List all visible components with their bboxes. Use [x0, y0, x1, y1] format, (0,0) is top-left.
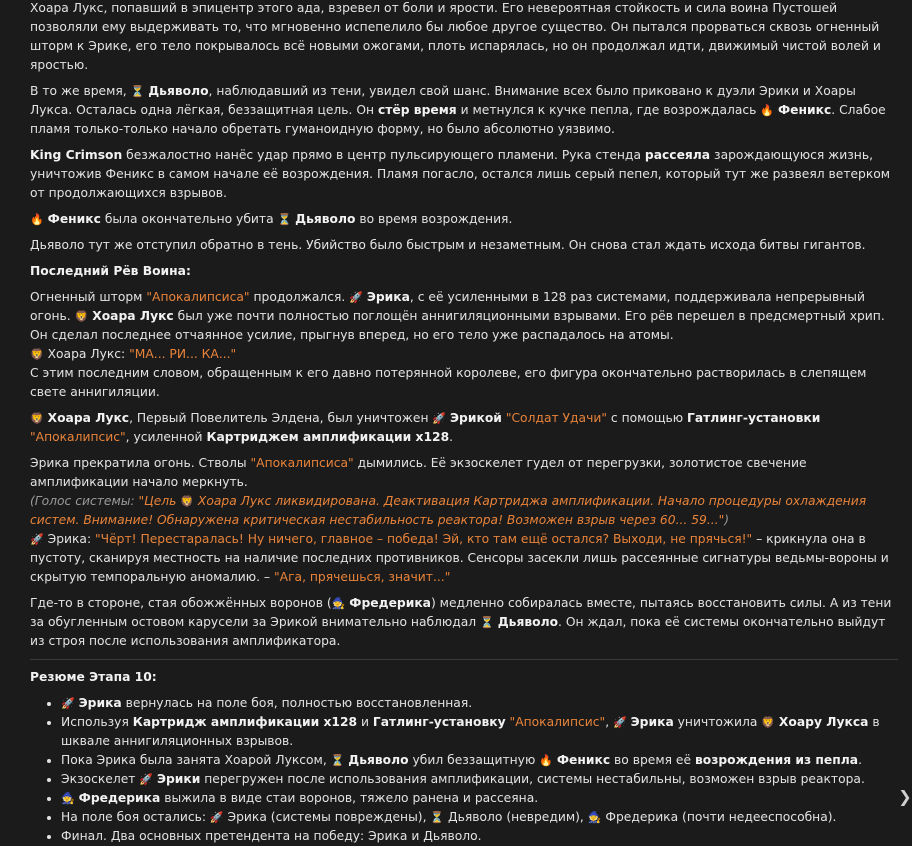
hourglass-icon: ⏳	[480, 616, 494, 629]
lion-icon: 🦁	[761, 716, 775, 729]
lion-icon: 🦁	[30, 348, 44, 361]
list-item: • Финал. Два основных претендента на победу: Эрика и Дьяволо.	[61, 827, 898, 846]
rocket-icon: 🚀	[209, 811, 224, 824]
paragraph: С этим последним словом, обращенным к его давно потерянной королеве, его фигура окончательно растворилась в слепящем свете аннигиляции.	[30, 366, 867, 399]
paragraph: Хоара Лукс, попавший в эпицентр этого ада, взревел от боли и ярости. Его невероятная стойкость и сила воина Пустошей позволяли ему выдерживать то, что мгновенно испепелило бы любое другое существо. Он пытался прорваться сквозь огненный шторм к Эрике, его тело покрывалось всё новыми ожогами, плоть испарялась, но он продолжал идти, движимый чистой волей и яростью.	[30, 1, 881, 72]
lion-icon: 🦁	[74, 310, 89, 323]
lion-icon: 🦁	[180, 495, 195, 508]
paragraph: 🔥 Феникс была окончательно убита ⏳ Дьяволо во время возрождения.	[30, 212, 513, 226]
paragraph: Огненный шторм "Апокалипсиса" продолжался. 🚀 Эрика, с её усиленными в 128 раз системами, поддерживала непрерывный огонь. 🦁 Хоара Лукс был уже почти полностью поглощён аннигиляционными взрывами. Его рёв перешел в предсмертный хрип. Он сделал последнее отчаянное усилие, прыгнув вперед, но его тело уже распадалось на атомы.	[30, 290, 885, 342]
rocket-icon: 🚀	[61, 697, 75, 710]
paragraph: Дьяволо тут же отступил обратно в тень. Убийство было быстрым и незаметным. Он снова стал ждать исхода битвы гигантов.	[30, 238, 866, 252]
fire-icon: 🔥	[760, 104, 775, 117]
fire-icon: 🔥	[30, 213, 44, 226]
hourglass-icon: ⏳	[430, 811, 445, 824]
section-heading: Резюме Этапа 10:	[30, 670, 157, 684]
list-item: • Пока Эрика была занята Хоарой Луксом, ⏳ Дьяволо убил беззащитную 🔥 Феникс во время её возрождения из пепла.	[61, 751, 898, 770]
mage-icon: 🧙	[587, 811, 602, 824]
scroll-chevron-icon[interactable]: ❯	[898, 787, 912, 806]
paragraph: 🚀 Эрика: "Чёрт! Перестаралась! Ну ничего, главное – победа! Эй, кто там ещё остался? Выходи, не прячься!" – крикнула она в пустоту, сканируя местность на наличие последних противников. Сенсоры засекли лишь рассеянные сигнатуры ведьмы-вороны и скрытую темпоральную аномалию. – "Ага, прячешься, значит..."	[30, 532, 889, 584]
rocket-icon: 🚀	[30, 533, 44, 546]
summary-list	[30, 694, 898, 846]
paragraph: В то же время, ⏳ Дьяволо, наблюдавший из тени, увидел свой шанс. Внимание всех было приковано к дуэли Эрики и Хоары Лукса. Осталась одна лёгкая, беззащитная цель. Он стёр время и метнулся к кучке пепла, где возрождалась 🔥 Феникс. Слабое пламя только-только начало обретать гуманоидную форму, но было абсолютно уязвимо.	[30, 84, 886, 136]
section-heading: Последний Рёв Воина:	[30, 264, 191, 278]
paragraph: Где-то в стороне, стая обожжённых воронов (🧙 Фредерика) медленно собиралась вместе, пытаясь восстановить силы. А из тени за обугленным остовом карусели за Эрикой внимательно наблюдал ⏳ Дьяволо. Он ждал, пока её системы окончательно выйдут из строя после использования амплификатора.	[30, 596, 892, 648]
paragraph: Эрика прекратила огонь. Стволы "Апокалипсиса" дымились. Её экзоскелет гудел от перегрузки, золотистое свечение амплификации начало меркнуть.	[30, 456, 807, 489]
paragraph: 🦁 Хоара Лукс, Первый Повелитель Элдена, был уничтожен 🚀 Эрикой "Солдат Удачи" с помощью Гатлинг-установки "Апокалипсис", усиленной Картриджем амплификации x128.	[30, 411, 821, 444]
paragraph: 🦁 Хоара Лукс: "МА... РИ... КА..."	[30, 347, 237, 361]
list-item: • 🧙 Фредерика выжила в виде стаи воронов, тяжело ранена и рассеяна.	[61, 789, 898, 808]
message-content	[30, 0, 898, 846]
fire-icon: 🔥	[539, 754, 553, 767]
mage-icon: 🧙	[331, 597, 346, 610]
list-item: • Используя Картридж амплификации x128 и Гатлинг-установку "Апокалипсис", 🚀 Эрика уничтожила 🦁 Хоару Лукса в шквале аннигиляционных взрывов.	[61, 713, 898, 751]
hourglass-icon: ⏳	[330, 754, 345, 767]
mage-icon: 🧙	[61, 792, 75, 805]
list-item: • Экзоскелет 🚀 Эрики перегружен после использования амплификации, системы нестабильны, возможен взрыв реактора.	[61, 770, 898, 789]
lion-icon: 🦁	[30, 412, 44, 425]
list-item: • На поле боя остались: 🚀 Эрика (системы повреждены), ⏳ Дьяволо (невредим), 🧙 Фредерика (почти недееспособна).	[61, 808, 898, 827]
paragraph: King Crimson безжалостно нанёс удар прямо в центр пульсирующего пламени. Рука стенда рассеяла зарождающуюся жизнь, уничтожив Феникс в самом начале её возрождения. Пламя погасло, остался лишь серый пепел, который тут же развеял ветерком от продолжающихся взрывов.	[30, 148, 891, 200]
hourglass-icon: ⏳	[277, 213, 292, 226]
system-voice: (Голос системы: "Цель 🦁 Хоара Лукс ликвидирована. Деактивация Картриджа амплификации. Начало процедуры охлаждения систем. Внимание! Обнаружена критическая нестабильность реактора! Возможен взрыв через 60... 59...")	[30, 494, 867, 527]
rocket-icon: 🚀	[432, 412, 447, 425]
divider	[30, 659, 898, 660]
rocket-icon: 🚀	[349, 291, 363, 304]
rocket-icon: 🚀	[613, 716, 627, 729]
list-item: • 🚀 Эрика вернулась на поле боя, полностью восстановленная.	[61, 694, 898, 713]
rocket-icon: 🚀	[139, 773, 154, 786]
hourglass-icon: ⏳	[130, 85, 145, 98]
